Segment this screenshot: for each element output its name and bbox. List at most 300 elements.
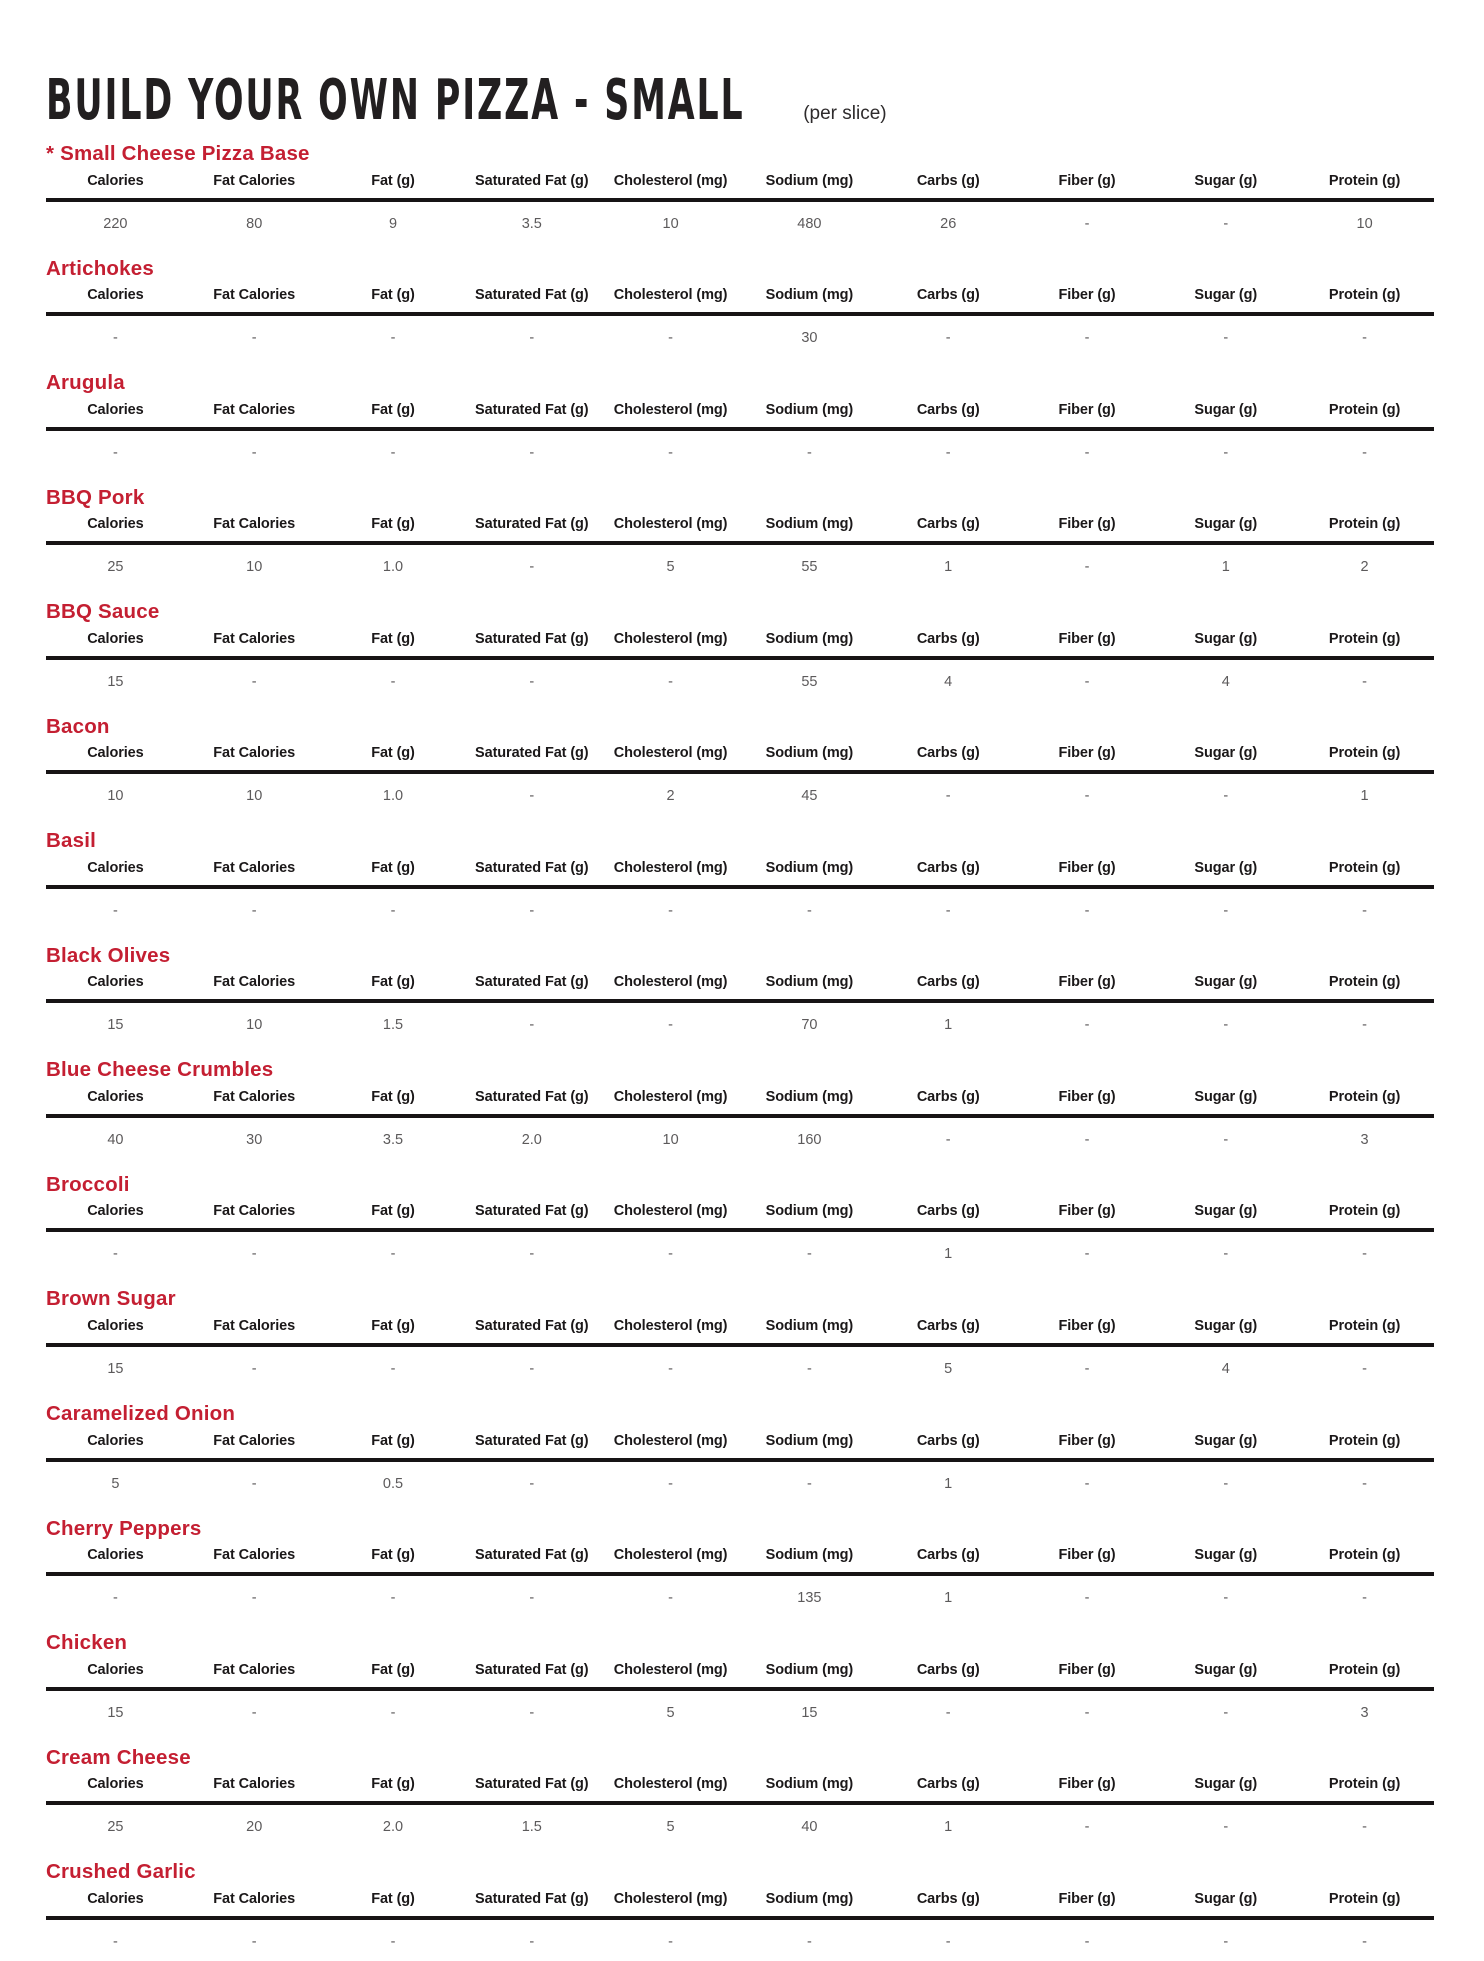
nutrition-value: -	[1362, 1819, 1368, 1836]
nutrition-value: 3	[1360, 1704, 1369, 1721]
column-header: Sodium (mg)	[765, 974, 854, 991]
nutrition-value: -	[1084, 1361, 1090, 1378]
column-header: Fat (g)	[371, 172, 415, 189]
column-header: Fiber (g)	[1058, 1432, 1116, 1449]
nutrition-value: -	[668, 1933, 674, 1950]
column-header: Saturated Fat (g)	[475, 287, 589, 304]
column-header: Sodium (mg)	[765, 1661, 854, 1678]
column-header: Carbs (g)	[916, 516, 980, 533]
column-header: Saturated Fat (g)	[475, 630, 589, 647]
column-header: Fiber (g)	[1058, 1661, 1116, 1678]
column-header: Sodium (mg)	[765, 1203, 854, 1220]
column-header: Calories	[87, 1661, 144, 1678]
column-header: Fat Calories	[213, 1890, 296, 1907]
ingredient-section	[46, 1403, 1434, 1503]
table-value-row	[46, 316, 1434, 357]
nutrition-value: -	[1084, 1475, 1090, 1492]
ingredient-section	[46, 143, 1434, 243]
nutrition-value: -	[668, 444, 674, 461]
column-header: Fat (g)	[371, 401, 415, 418]
nutrition-value: -	[1084, 215, 1090, 232]
column-header: Carbs (g)	[916, 1203, 980, 1220]
nutrition-value: -	[945, 788, 951, 805]
column-header: Sodium (mg)	[765, 1318, 854, 1335]
column-header: Calories	[87, 172, 144, 189]
nutrition-value: -	[945, 1704, 951, 1721]
nutrition-value: -	[529, 330, 535, 347]
column-header: Sugar (g)	[1194, 1088, 1258, 1105]
nutrition-value: -	[1223, 330, 1229, 347]
nutrition-value: -	[1223, 1246, 1229, 1263]
nutrition-value: -	[529, 673, 535, 690]
nutrition-table	[46, 173, 1434, 243]
nutrition-value: 4	[1221, 673, 1230, 690]
table-value-row	[46, 1347, 1434, 1388]
table-header-row	[46, 1891, 1434, 1920]
nutrition-value: -	[251, 1590, 257, 1607]
column-header: Cholesterol (mg)	[613, 630, 728, 647]
nutrition-value: -	[529, 559, 535, 576]
nutrition-value: 2.0	[382, 1819, 404, 1836]
nutrition-value: 480	[797, 215, 822, 232]
column-header: Sugar (g)	[1194, 745, 1258, 762]
column-header: Protein (g)	[1328, 1547, 1401, 1564]
column-header: Fat Calories	[213, 974, 296, 991]
column-header: Sodium (mg)	[765, 745, 854, 762]
column-header: Protein (g)	[1328, 630, 1401, 647]
ingredient-section	[46, 1747, 1434, 1847]
column-header: Carbs (g)	[916, 172, 980, 189]
column-header: Fiber (g)	[1058, 1890, 1116, 1907]
ingredient-name: Cherry Peppers	[46, 1516, 202, 1540]
table-value-row	[46, 1118, 1434, 1159]
nutrition-value: -	[529, 1590, 535, 1607]
column-header: Fat (g)	[371, 1890, 415, 1907]
nutrition-value: 10	[246, 559, 263, 576]
ingredient-name: BBQ Pork	[46, 485, 145, 509]
column-header: Sugar (g)	[1194, 1547, 1258, 1564]
column-header: Fiber (g)	[1058, 1547, 1116, 1564]
column-header: Sodium (mg)	[765, 1432, 854, 1449]
column-header: Sugar (g)	[1194, 1661, 1258, 1678]
nutrition-value: -	[529, 1475, 535, 1492]
nutrition-value: -	[806, 1361, 812, 1378]
column-header: Fat Calories	[213, 745, 296, 762]
ingredient-name: Bacon	[46, 714, 110, 738]
column-header: Saturated Fat (g)	[475, 859, 589, 876]
ingredient-section	[46, 1059, 1434, 1159]
table-header-row	[46, 402, 1434, 431]
ingredient-name: Arugula	[46, 371, 125, 395]
column-header: Cholesterol (mg)	[613, 401, 728, 418]
table-header-row	[46, 1089, 1434, 1118]
ingredient-section	[46, 1861, 1434, 1961]
nutrition-value: -	[1362, 1361, 1368, 1378]
table-header-row	[46, 1318, 1434, 1347]
column-header: Fiber (g)	[1058, 859, 1116, 876]
column-header: Saturated Fat (g)	[475, 1432, 589, 1449]
nutrition-value: -	[668, 1246, 674, 1263]
column-header: Fiber (g)	[1058, 1776, 1116, 1793]
column-header: Calories	[87, 1890, 144, 1907]
column-header: Calories	[87, 859, 144, 876]
column-header: Saturated Fat (g)	[475, 974, 589, 991]
nutrition-value: 1.0	[382, 559, 404, 576]
nutrition-value: 40	[801, 1819, 818, 1836]
column-header: Calories	[87, 745, 144, 762]
nutrition-value: -	[668, 1361, 674, 1378]
nutrition-value: -	[1084, 444, 1090, 461]
column-header: Fat (g)	[371, 1776, 415, 1793]
nutrition-value: -	[529, 1361, 535, 1378]
column-header: Calories	[87, 1088, 144, 1105]
ingredient-name: Crushed Garlic	[46, 1860, 196, 1884]
column-header: Fat Calories	[213, 287, 296, 304]
column-header: Sodium (mg)	[765, 172, 854, 189]
nutrition-value: -	[1223, 215, 1229, 232]
nutrition-value: 5	[666, 1819, 675, 1836]
nutrition-value: -	[390, 1933, 396, 1950]
column-header: Protein (g)	[1328, 1318, 1401, 1335]
nutrition-value: -	[529, 1246, 535, 1263]
nutrition-value: -	[1084, 673, 1090, 690]
nutrition-value: -	[251, 1933, 257, 1950]
page-subtitle: (per slice)	[803, 103, 887, 125]
column-header: Carbs (g)	[916, 287, 980, 304]
nutrition-table	[46, 402, 1434, 472]
nutrition-value: -	[1084, 1017, 1090, 1034]
nutrition-table	[46, 1891, 1434, 1961]
nutrition-value: 10	[246, 788, 263, 805]
table-header-row	[46, 1547, 1434, 1576]
column-header: Sugar (g)	[1194, 1432, 1258, 1449]
column-header: Fat Calories	[213, 172, 296, 189]
column-header: Carbs (g)	[916, 1776, 980, 1793]
nutrition-value: 15	[107, 1017, 124, 1034]
column-header: Protein (g)	[1328, 1088, 1401, 1105]
nutrition-value: -	[945, 1933, 951, 1950]
column-header: Fat (g)	[371, 1432, 415, 1449]
nutrition-value: 0.5	[382, 1475, 404, 1492]
nutrition-value: -	[390, 1361, 396, 1378]
column-header: Protein (g)	[1328, 1776, 1401, 1793]
column-header: Protein (g)	[1328, 1890, 1401, 1907]
nutrition-table	[46, 1776, 1434, 1846]
column-header: Sugar (g)	[1194, 401, 1258, 418]
column-header: Protein (g)	[1328, 974, 1401, 991]
column-header: Sugar (g)	[1194, 1890, 1258, 1907]
column-header: Protein (g)	[1328, 516, 1401, 533]
column-header: Fat (g)	[371, 287, 415, 304]
nutrition-value: -	[668, 330, 674, 347]
nutrition-value: 1	[944, 1590, 953, 1607]
nutrition-value: -	[1223, 788, 1229, 805]
nutrition-value: -	[945, 902, 951, 919]
nutrition-value: -	[1084, 1933, 1090, 1950]
nutrition-value: -	[1362, 330, 1368, 347]
nutrition-value: 4	[944, 673, 953, 690]
nutrition-value: 220	[103, 215, 128, 232]
ingredient-name: Cream Cheese	[46, 1745, 191, 1769]
column-header: Carbs (g)	[916, 859, 980, 876]
nutrition-value: -	[251, 673, 257, 690]
nutrition-value: -	[251, 444, 257, 461]
nutrition-value: -	[668, 902, 674, 919]
column-header: Fiber (g)	[1058, 516, 1116, 533]
nutrition-value: -	[1223, 1819, 1229, 1836]
column-header: Sodium (mg)	[765, 1547, 854, 1564]
nutrition-value: -	[251, 330, 257, 347]
nutrition-value: -	[1362, 1475, 1368, 1492]
nutrition-value: -	[668, 1590, 674, 1607]
nutrition-value: -	[1362, 1017, 1368, 1034]
nutrition-value: 1	[1221, 559, 1230, 576]
column-header: Saturated Fat (g)	[475, 516, 589, 533]
ingredient-section	[46, 258, 1434, 358]
nutrition-value: 9	[388, 215, 398, 232]
column-header: Sodium (mg)	[765, 287, 854, 304]
nutrition-value: -	[1223, 1017, 1229, 1034]
nutrition-value: 10	[107, 788, 124, 805]
table-header-row	[46, 1662, 1434, 1691]
column-header: Fat (g)	[371, 745, 415, 762]
column-header: Cholesterol (mg)	[613, 1318, 728, 1335]
column-header: Fiber (g)	[1058, 401, 1116, 418]
nutrition-value: 25	[107, 1819, 124, 1836]
table-value-row	[46, 660, 1434, 701]
column-header: Fat Calories	[213, 1088, 296, 1105]
column-header: Calories	[87, 1547, 144, 1564]
nutrition-value: 5	[111, 1475, 120, 1492]
nutrition-value: 20	[246, 1819, 263, 1836]
column-header: Cholesterol (mg)	[613, 1661, 728, 1678]
ingredient-section	[46, 487, 1434, 587]
ingredient-section	[46, 716, 1434, 816]
nutrition-value: -	[251, 1361, 257, 1378]
column-header: Sugar (g)	[1194, 516, 1258, 533]
column-header: Sugar (g)	[1194, 974, 1258, 991]
nutrition-value: -	[529, 902, 535, 919]
nutrition-value: 10	[662, 1131, 679, 1148]
column-header: Carbs (g)	[916, 1318, 980, 1335]
nutrition-value: 15	[107, 1361, 124, 1378]
column-header: Sugar (g)	[1194, 1203, 1258, 1220]
nutrition-value: -	[945, 330, 951, 347]
nutrition-value: 55	[801, 559, 818, 576]
column-header: Saturated Fat (g)	[475, 1776, 589, 1793]
ingredient-name: Artichokes	[46, 256, 154, 280]
nutrition-table	[46, 1203, 1434, 1273]
ingredient-section	[46, 945, 1434, 1045]
nutrition-value: -	[390, 444, 396, 461]
column-header: Calories	[87, 401, 144, 418]
table-header-row	[46, 1776, 1434, 1805]
nutrition-value: 1.5	[382, 1017, 404, 1034]
nutrition-value: -	[529, 444, 535, 461]
nutrition-value: -	[251, 902, 257, 919]
column-header: Carbs (g)	[916, 401, 980, 418]
nutrition-value: 15	[107, 1704, 124, 1721]
column-header: Sodium (mg)	[765, 859, 854, 876]
nutrition-value: 1	[1360, 788, 1369, 805]
nutrition-value: 1	[944, 1246, 953, 1263]
table-header-row	[46, 631, 1434, 660]
column-header: Protein (g)	[1328, 401, 1401, 418]
column-header: Fat Calories	[213, 1318, 296, 1335]
column-header: Fat (g)	[371, 1318, 415, 1335]
nutrition-value: -	[1223, 1590, 1229, 1607]
nutrition-value: -	[945, 444, 951, 461]
column-header: Fiber (g)	[1058, 1318, 1116, 1335]
nutrition-value: -	[390, 1246, 396, 1263]
nutrition-value: -	[1084, 788, 1090, 805]
column-header: Saturated Fat (g)	[475, 401, 589, 418]
nutrition-value: 3	[1360, 1131, 1369, 1148]
nutrition-value: 5	[666, 1704, 675, 1721]
column-header: Sodium (mg)	[765, 630, 854, 647]
nutrition-value: 10	[246, 1017, 263, 1034]
table-value-row	[46, 431, 1434, 472]
column-header: Sugar (g)	[1194, 630, 1258, 647]
nutrition-table	[46, 1089, 1434, 1159]
nutrition-table	[46, 1433, 1434, 1503]
nutrition-value: 1	[944, 1017, 953, 1034]
table-value-row	[46, 1232, 1434, 1273]
column-header: Saturated Fat (g)	[475, 1890, 589, 1907]
nutrition-value: 160	[797, 1131, 822, 1148]
nutrition-value: -	[251, 1704, 257, 1721]
column-header: Cholesterol (mg)	[613, 516, 728, 533]
nutrition-value: -	[1084, 1131, 1090, 1148]
nutrition-value: 3.5	[521, 215, 542, 232]
nutrition-value: -	[390, 902, 396, 919]
ingredient-name: Caramelized Onion	[46, 1402, 236, 1426]
column-header: Calories	[87, 287, 144, 304]
nutrition-value: -	[390, 330, 396, 347]
column-header: Fat (g)	[371, 1203, 415, 1220]
nutrition-value: -	[1084, 902, 1090, 919]
column-header: Sugar (g)	[1194, 287, 1258, 304]
column-header: Cholesterol (mg)	[613, 1088, 728, 1105]
column-header: Calories	[87, 1776, 144, 1793]
table-header-row	[46, 745, 1434, 774]
nutrition-value: -	[390, 1704, 396, 1721]
nutrition-value: 30	[246, 1131, 263, 1148]
column-header: Cholesterol (mg)	[613, 1547, 728, 1564]
nutrition-value: 40	[107, 1131, 124, 1148]
column-header: Fat Calories	[213, 630, 296, 647]
nutrition-value: 1	[944, 559, 953, 576]
column-header: Sugar (g)	[1194, 172, 1258, 189]
ingredient-section	[46, 1174, 1434, 1274]
nutrition-value: -	[112, 1933, 118, 1950]
nutrition-value: 135	[797, 1590, 822, 1607]
ingredient-name: Basil	[46, 829, 96, 853]
nutrition-value: -	[112, 1590, 118, 1607]
nutrition-value: -	[668, 1017, 674, 1034]
column-header: Fat Calories	[213, 516, 296, 533]
nutrition-value: -	[112, 444, 118, 461]
table-value-row	[46, 1003, 1434, 1044]
nutrition-value: -	[1084, 1704, 1090, 1721]
column-header: Protein (g)	[1328, 287, 1401, 304]
table-header-row	[46, 860, 1434, 889]
column-header: Cholesterol (mg)	[613, 1432, 728, 1449]
column-header: Carbs (g)	[916, 1661, 980, 1678]
table-header-row	[46, 516, 1434, 545]
nutrition-value: 5	[666, 559, 675, 576]
nutrition-value: -	[1223, 1933, 1229, 1950]
nutrition-table	[46, 516, 1434, 586]
nutrition-value: -	[668, 1475, 674, 1492]
nutrition-value: -	[390, 1590, 396, 1607]
nutrition-value: 55	[801, 673, 818, 690]
nutrition-value: -	[945, 1131, 951, 1148]
column-header: Sodium (mg)	[765, 401, 854, 418]
nutrition-value: -	[529, 1704, 535, 1721]
nutrition-value: -	[112, 330, 118, 347]
column-header: Sodium (mg)	[765, 1088, 854, 1105]
column-header: Calories	[87, 630, 144, 647]
nutrition-value: -	[1084, 1590, 1090, 1607]
nutrition-value: -	[1084, 1819, 1090, 1836]
column-header: Protein (g)	[1328, 745, 1401, 762]
column-header: Saturated Fat (g)	[475, 1661, 589, 1678]
column-header: Sodium (mg)	[765, 516, 854, 533]
column-header: Protein (g)	[1328, 1203, 1401, 1220]
column-header: Fat (g)	[371, 974, 415, 991]
ingredient-name: Broccoli	[46, 1172, 130, 1196]
column-header: Fiber (g)	[1058, 1088, 1116, 1105]
nutrition-value: -	[529, 1017, 535, 1034]
ingredient-name: * Small Cheese Pizza Base	[46, 142, 310, 165]
table-value-row	[46, 1462, 1434, 1503]
nutrition-value: -	[1084, 559, 1090, 576]
column-header: Calories	[87, 1432, 144, 1449]
column-header: Protein (g)	[1328, 172, 1401, 189]
column-header: Carbs (g)	[916, 630, 980, 647]
table-header-row	[46, 287, 1434, 316]
column-header: Fat (g)	[371, 1661, 415, 1678]
column-header: Saturated Fat (g)	[475, 1203, 589, 1220]
ingredient-name: Chicken	[46, 1631, 128, 1655]
nutrition-value: -	[1362, 1246, 1368, 1263]
table-header-row	[46, 1433, 1434, 1462]
nutrition-value: -	[806, 1933, 812, 1950]
nutrition-value: -	[1223, 902, 1229, 919]
column-header: Calories	[87, 1203, 144, 1220]
nutrition-value: -	[668, 673, 674, 690]
column-header: Sodium (mg)	[765, 1890, 854, 1907]
nutrition-table	[46, 1547, 1434, 1617]
column-header: Fat (g)	[371, 1547, 415, 1564]
ingredient-name: Black Olives	[46, 943, 171, 967]
nutrition-value: 10	[1356, 215, 1373, 232]
column-header: Sodium (mg)	[765, 1776, 854, 1793]
column-header: Carbs (g)	[916, 1890, 980, 1907]
column-header: Carbs (g)	[916, 1547, 980, 1564]
nutrition-value: 15	[801, 1704, 818, 1721]
table-value-row	[46, 1920, 1434, 1961]
column-header: Saturated Fat (g)	[475, 1088, 589, 1105]
column-header: Fat (g)	[371, 630, 415, 647]
column-header: Carbs (g)	[916, 974, 980, 991]
nutrition-value: 1.0	[382, 788, 404, 805]
table-value-row	[46, 202, 1434, 243]
column-header: Fiber (g)	[1058, 745, 1116, 762]
column-header: Cholesterol (mg)	[613, 1203, 728, 1220]
column-header: Carbs (g)	[916, 1432, 980, 1449]
